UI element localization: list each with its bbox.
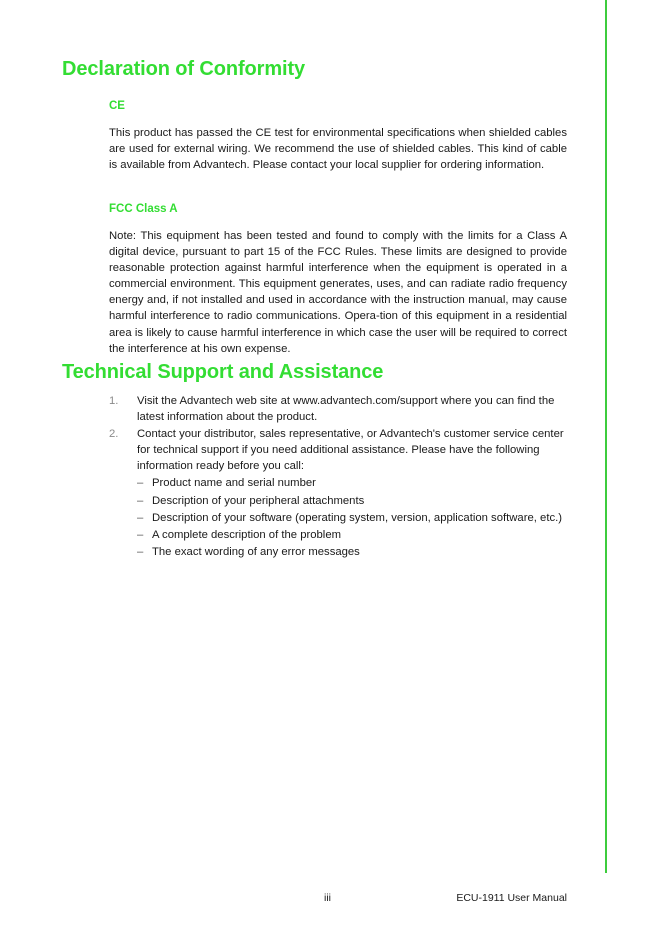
step-number: 2.	[109, 428, 119, 441]
ce-heading: CE	[109, 100, 125, 112]
footer-manual-title: ECU-1911 User Manual	[456, 892, 567, 904]
info-list	[137, 475, 567, 559]
page-edge-line	[605, 0, 607, 873]
step-number: 1.	[109, 395, 119, 407]
fcc-paragraph: Note: This equipment has been tested and found to comply with the limits for a Class A digital device, pursuant to part 15 of the FCC Rules. These limits are designed to provide reasonable protection against harmful interference when the equipment is operated in a commercial environment. This equipment generates, uses, and can radiate radio frequency energy and, if not installed and used in accordance with the instruction manual, may cause harmful interference to radio communications. Opera-tion of this equipment in a residential area is likely to cause harmful interference in which case the user will be required to correct the interference at his own expense.	[109, 230, 567, 355]
dash-bullet: –	[137, 545, 144, 558]
dash-bullet: –	[137, 477, 144, 490]
info-item-text: Description of your peripheral attachments	[152, 494, 365, 507]
info-item	[137, 475, 567, 491]
step-text: Contact your distributor, sales representative, or Advantech's customer service center for technical support if you need additional assistance. Please have the following information ready before you call:	[137, 428, 564, 473]
support-steps-list	[109, 393, 567, 561]
info-item-text: The exact wording of any error messages	[152, 545, 360, 558]
info-item	[137, 527, 567, 543]
dash-bullet: –	[137, 494, 144, 507]
info-item	[137, 544, 567, 560]
support-step	[109, 426, 567, 560]
dash-bullet: –	[137, 528, 144, 541]
step-text: Visit the Advantech web site at www.advantech.com/support where you can find the latest information about the product.	[137, 395, 555, 424]
support-step	[109, 393, 567, 425]
support-title: Technical Support and Assistance	[62, 361, 384, 383]
conformity-title: Declaration of Conformity	[62, 58, 306, 80]
info-item-text: Product name and serial number	[152, 477, 316, 490]
info-item	[137, 510, 567, 526]
fcc-heading: FCC Class A	[109, 203, 178, 215]
ce-paragraph: This product has passed the CE test for environmental specifications when shielded cables are used for external wiring. We recommend the use of shielded cables. This kind of cable is available from Advantech. Please contact your local supplier for ordering information.	[109, 127, 567, 172]
info-item-text: Description of your software (operating system, version, application software, etc.)	[152, 511, 563, 524]
info-item	[137, 493, 567, 509]
dash-bullet: –	[137, 511, 144, 524]
footer-page-number: iii	[324, 892, 331, 904]
info-item-text: A complete description of the problem	[152, 528, 342, 541]
